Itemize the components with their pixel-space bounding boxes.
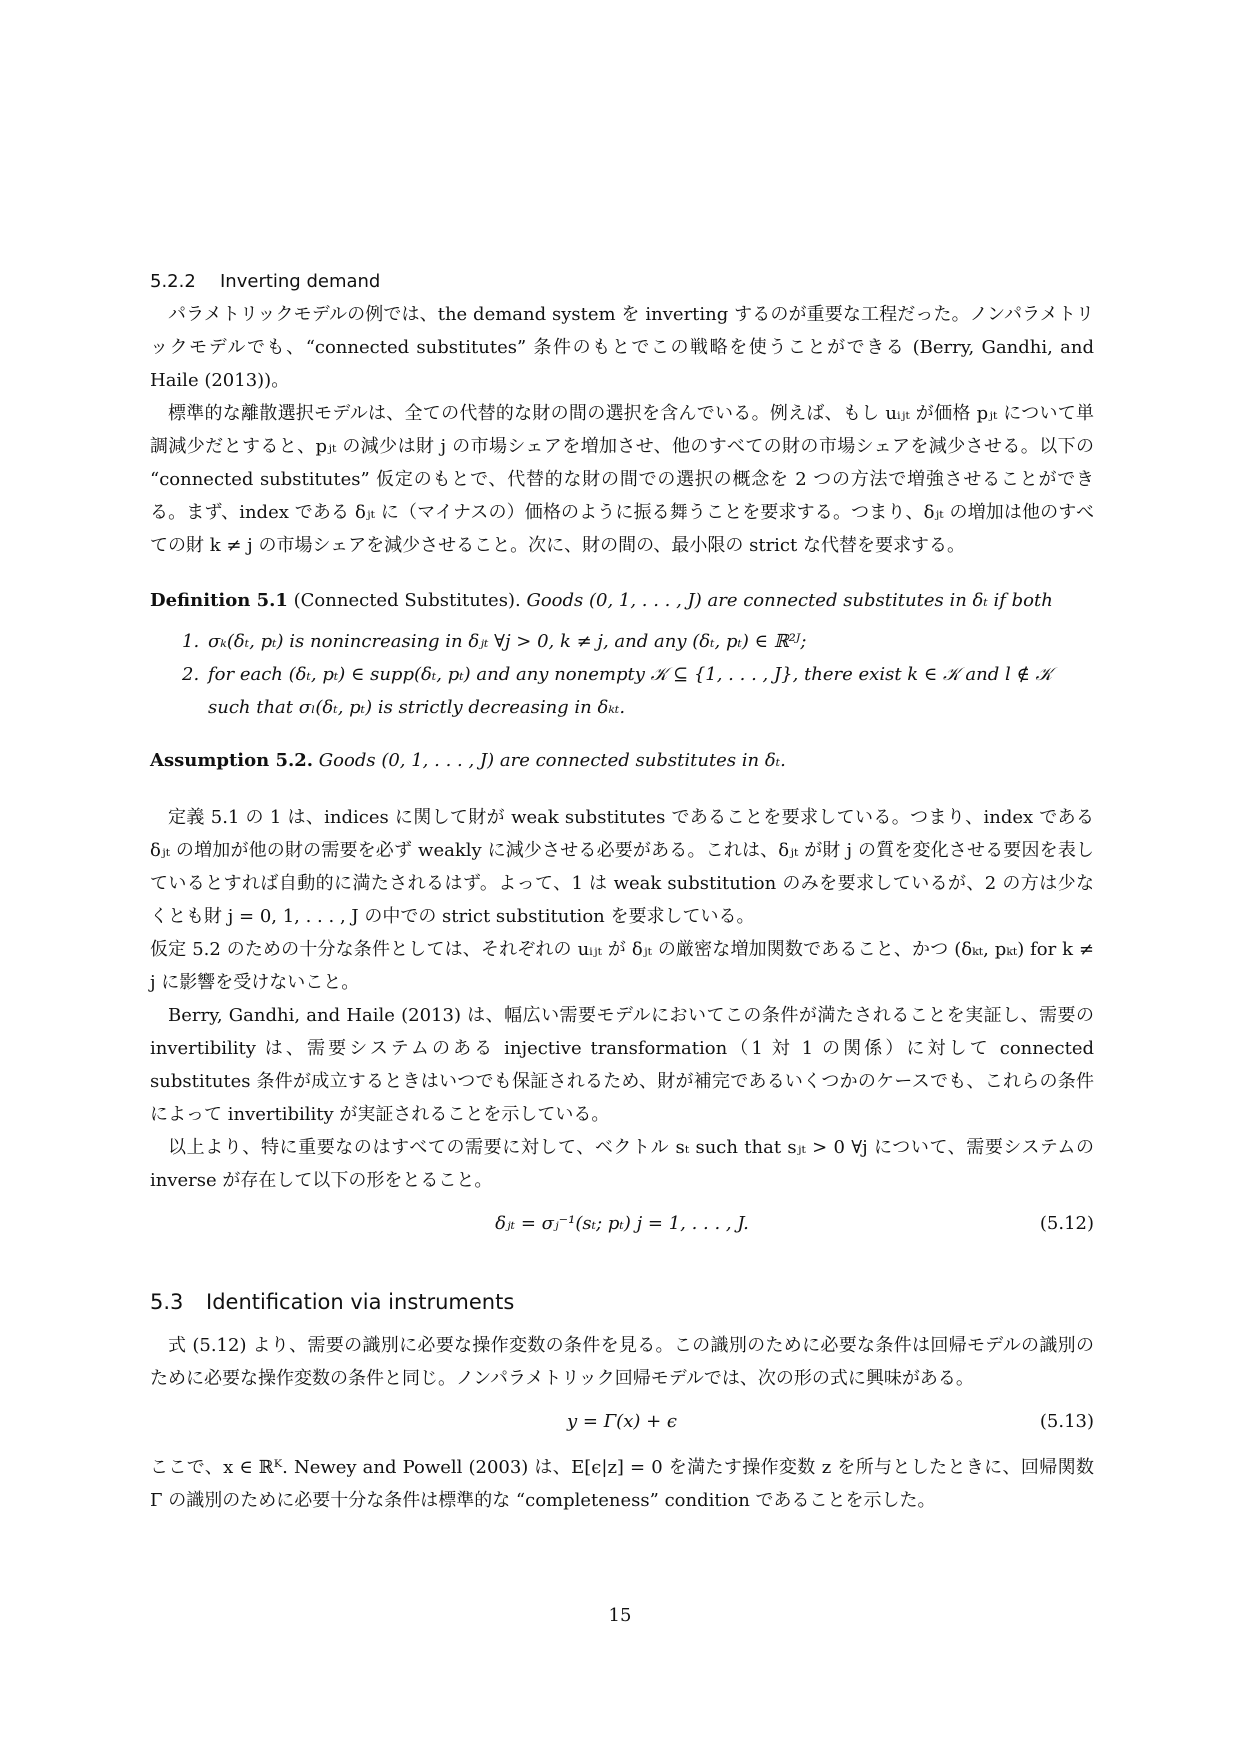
equation-body: δⱼₜ = σⱼ⁻¹(sₜ; pₜ) j = 1, . . . , J. (495, 1213, 749, 1234)
assumption-block (150, 744, 1094, 777)
condition-text: for each (δₜ, pₜ) ∈ supp(δₜ, pₜ) and any nonempty 𝒦 ⊆ {1, . . . , J}, there exist k ∈ 𝒦 and l ∉ 𝒦 such that σₗ(δₜ, pₜ) is strictly decreasing in δₖₜ. (208, 664, 1053, 718)
definition-conditions (150, 625, 1094, 724)
equation-number: (5.12) (1039, 1213, 1094, 1234)
equation-5-13 (150, 1397, 1094, 1447)
subsection-number: 5.2.2 (150, 271, 196, 292)
definition-condition-2 (150, 658, 1094, 724)
subsection-title: Inverting demand (220, 271, 381, 292)
body-paragraph-4: 以上より、特に重要なのはすべての需要に対して、ベクトル sₜ such that sⱼₜ > 0 ∀j について、需要システムの inverse が存在して以下の形をとること。 (150, 1137, 1094, 1191)
section-number: 5.3 (150, 1290, 184, 1314)
section-paragraph: 式 (5.12) より、需要の識別に必要な操作変数の条件を見る。この識別のために必要な条件は回帰モデルの識別のために必要な操作変数の条件と同じ。ノンパラメトリック回帰モデルでは、次の形の式に興味がある。 (150, 1335, 1094, 1389)
definition-name: (Connected Substitutes). (293, 590, 521, 611)
condition-text: σₖ(δₜ, pₜ) is nonincreasing in δⱼₜ ∀j > 0, k ≠ j, and any (δₜ, pₜ) ∈ ℝ²ᴶ; (208, 631, 807, 652)
subsection-heading (150, 268, 1094, 296)
definition-block (150, 584, 1094, 617)
body-paragraph-3: Berry, Gandhi, and Haile (2013) は、幅広い需要モデルにおいてこの条件が満たされることを実証し、需要の invertibility は、需要システムのある injective transformation（1 対 1 の関係）に対して connected substitutes 条件が成立するときはいつでも保証されるため、財が補完であるいくつかのケースでも、これらの条件によって invertibility が実証されることを示している。 (150, 1005, 1094, 1125)
assumption-label: Assumption 5.2. (150, 750, 314, 771)
equation-5-12 (150, 1199, 1094, 1249)
equation-body: y = Γ(x) + ϵ (567, 1411, 677, 1432)
final-paragraph: ここで、x ∈ ℝᴷ. Newey and Powell (2003) は、E[ϵ|z] = 0 を満たす操作変数 z を所与としたときに、回帰関数 Γ の識別のために必要十分な条件は標準的な “completeness” condition であることを示した。 (150, 1457, 1094, 1511)
section-heading (150, 1287, 1094, 1317)
page-content (150, 268, 1094, 1517)
condition-label: 1. (182, 631, 200, 652)
body-paragraph-2: 仮定 5.2 のための十分な条件としては、それぞれの uᵢⱼₜ が δⱼₜ の厳密な増加関数であること、かつ (δₖₜ, pₖₜ) for k ≠ j に影響を受けないこと。 (150, 939, 1094, 993)
intro-paragraph-1: パラメトリックモデルの例では、the demand system を inverting するのが重要な工程だった。ノンパラメトリックモデルでも、“connected substitutes” 条件のもとでこの戦略を使うことができる (Berry, Gandhi, and Haile (2013))。 (150, 304, 1094, 391)
definition-condition-1 (150, 625, 1094, 658)
definition-label: Definition 5.1 (150, 590, 288, 611)
intro-paragraph-2: 標準的な離散選択モデルは、全ての代替的な財の間の選択を含んでいる。例えば、もし uᵢⱼₜ が価格 pⱼₜ について単調減少だとすると、pⱼₜ の減少は財 j の市場シェアを増加させ、他のすべての財の市場シェアを減少させる。以下の “connected substitutes” 仮定のもとで、代替的な財の間での選択の概念を 2 つの方法で増強させることができる。まず、index である δⱼₜ に（マイナスの）価格のように振る舞うことを要求する。つまり、δⱼₜ の増加は他のすべての財 k ≠ j の市場シェアを減少させること。次に、財の間の、最小限の strict な代替を要求する。 (150, 403, 1094, 556)
condition-label: 2. (182, 664, 200, 685)
definition-statement: Goods (0, 1, . . . , J) are connected substitutes in δₜ if both (526, 590, 1053, 611)
body-paragraph-1: 定義 5.1 の 1 は、indices に関して財が weak substitutes であることを要求している。つまり、index である δⱼₜ の増加が他の財の需要を必ず weakly に減少させる必要がある。これは、δⱼₜ が財 j の質を変化させる要因を表しているとすれば自動的に満たされるはず。よって、1 は weak substitution のみを要求しているが、2 の方は少なくとも財 j = 0, 1, . . . , J の中での strict substitution を要求している。 (150, 807, 1094, 927)
page-number: 15 (608, 1605, 632, 1626)
equation-number: (5.13) (1039, 1411, 1094, 1432)
assumption-statement: Goods (0, 1, . . . , J) are connected substitutes in δₜ. (318, 750, 786, 771)
section-title: Identification via instruments (206, 1290, 515, 1314)
